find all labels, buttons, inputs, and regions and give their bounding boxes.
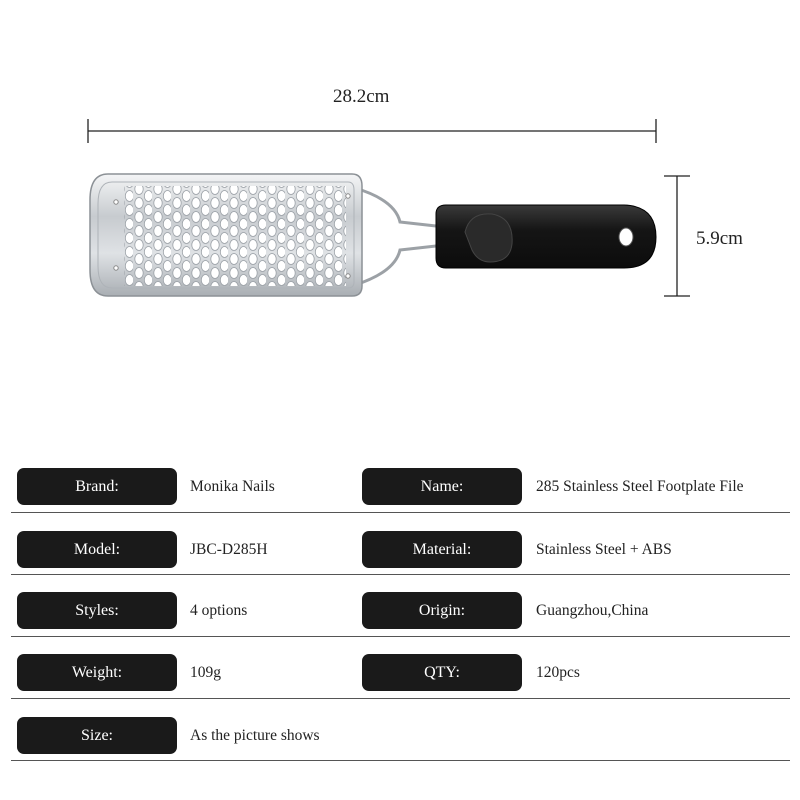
weight-label: Weight: bbox=[17, 654, 177, 691]
qty-label: QTY: bbox=[362, 654, 522, 691]
row-divider bbox=[11, 760, 790, 761]
row-divider bbox=[11, 698, 790, 699]
size-label: Size: bbox=[17, 717, 177, 754]
model-value: JBC-D285H bbox=[190, 540, 268, 558]
name-value: 285 Stainless Steel Footplate File bbox=[536, 477, 744, 495]
brand-label: Brand: bbox=[17, 468, 177, 505]
length-label: 28.2cm bbox=[333, 86, 390, 107]
brand-value: Monika Nails bbox=[190, 477, 275, 495]
origin-value: Guangzhou,China bbox=[536, 601, 649, 619]
weight-value: 109g bbox=[190, 663, 221, 681]
model-label: Model: bbox=[17, 531, 177, 568]
name-label: Name: bbox=[362, 468, 522, 505]
width-label: 5.9cm bbox=[696, 228, 743, 249]
styles-label: Styles: bbox=[17, 592, 177, 629]
material-value: Stainless Steel + ABS bbox=[536, 540, 672, 558]
row-divider bbox=[11, 512, 790, 513]
size-value: As the picture shows bbox=[190, 726, 320, 744]
origin-label: Origin: bbox=[362, 592, 522, 629]
material-label: Material: bbox=[362, 531, 522, 568]
styles-value: 4 options bbox=[190, 601, 248, 619]
qty-value: 120pcs bbox=[536, 663, 580, 681]
row-divider bbox=[11, 574, 790, 575]
row-divider bbox=[11, 636, 790, 637]
